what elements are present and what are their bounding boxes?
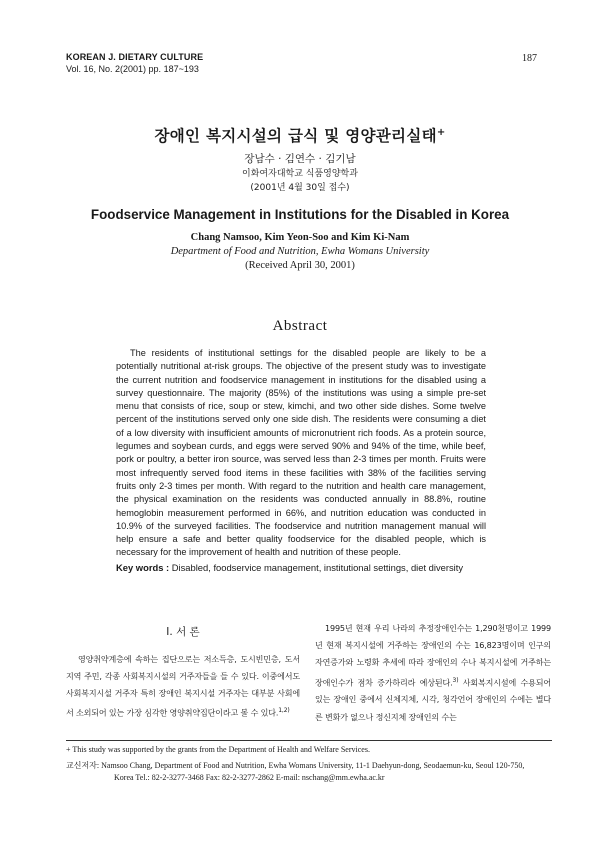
contact-footnote: Korea Tel.: 82-2-3277-3468 Fax: 82-2-3277-2862 E-mail: nschang@mm.ewha.ac.kr [114, 773, 385, 782]
page-number: 187 [522, 53, 537, 64]
citation-ref: 3) [452, 676, 459, 684]
korean-title [0, 124, 600, 146]
english-received-date: (Received April 30, 2001) [245, 260, 355, 271]
keywords-text: Disabled, foodservice management, institutional settings, diet diversity [171, 562, 464, 573]
introduction-left-column [66, 651, 300, 722]
corresponding-author-footnote: 교신저자: Namsoo Chang, Department of Food and Nutrition, Ewha Womans University, 11-1 Daehyun-dong, Seodaemun-ku, Seoul 120-750, [66, 761, 525, 770]
footnote-divider [66, 740, 552, 741]
keywords-line [116, 561, 486, 574]
introduction-paragraph-right-2: 사회복지시설에 수용되어 있는 장애인 중에서 신체지체, 시각, 청각언어 장애인의 수에는 별다른 변화가 없으나 정신지체 장애인의 수는 [315, 678, 552, 722]
journal-name: KOREAN J. DIETARY CULTURE [66, 52, 204, 62]
citation-ref: 1,2) [278, 707, 290, 715]
korean-affiliation: 이화여자대학교 식품영양학과 [242, 169, 358, 179]
korean-authors: 장남수 · 김연수 · 김기남 [244, 153, 356, 165]
introduction-right-column [315, 620, 551, 726]
english-title: Foodservice Management in Institutions for the Disabled in Korea [90, 207, 510, 222]
abstract-heading: Abstract [272, 318, 328, 334]
english-affiliation: Department of Food and Nutrition, Ewha Womans University [170, 246, 430, 257]
korean-received-date: (2001년 4월 30일 접수) [250, 183, 350, 193]
english-authors: Chang Namsoo, Kim Yeon-Soo and Kim Ki-Nam [190, 232, 410, 243]
section-heading-introduction: I. 서 론 [166, 626, 200, 638]
korean-title-text: 장애인 복지시설의 급식 및 영양관리실태 [154, 127, 437, 145]
title-footnote-mark: + [436, 126, 446, 138]
introduction-paragraph-right-1: 1995년 현재 우리 나라의 추정장애인수는 1,290천명이고 1999년 현재 복지시설에 거주하는 장애인의 수는 16,823명이며 인구의 자연증가와 노령화 추세에 따라 장애인의 수나 복지시설에 거주하는 장애인수가 점차 증가하리라 예상된다. [315, 624, 551, 688]
funding-footnote: + This study was supported by the grants from the Department of Health and Welfare Services. [66, 745, 370, 754]
introduction-paragraph: 영양취약계층에 속하는 집단으로는 저소득층, 도시빈민층, 도서지역 주민, 각종 사회복지시설의 거주자들을 들 수 있다. 이중에서도 사회복지시설 거주자 특히 장애인 복지시설 거주자는 대부분 사회에서 소외되어 있는 가장 심각한 영양취약집단이라고 볼 수 있다. [66, 655, 300, 718]
volume-info: Vol. 16, No. 2(2001) pp. 187~193 [66, 64, 199, 74]
abstract-body: The residents of institutional settings for the disabled people are likely to be a potentially nutritional at-risk groups. The objective of the present study was to investigate the current nutrition and foodservice management in institutions for the disabled using a survey questionnaire. The majority (85%) of the institutions was using a simple pre-set menu that consists of rice, soup or stew, kimchi, and two other side dishes. Some twelve percent of the institutions served only one side dish. The residents were consuming a diet of a low diversity with insufficient amounts of micronutrient rich foods. As a protein source, legumes and soybean curds, and eggs were served 90% and 94% of the time, while beef, pork or poultry, a better iron source, was served less than 2-3 times per month. Fruits were most infrequently served food items in these facilities with 38% of the facilities serving fruits only 2-3 times per month. With regard to the nutrition and health care management, the physical examination on the residents was conducted annually in 88.8%, routine hemoglobin measurement performed in 66%, and nutrition education was conducted in 10.9% of the surveyed facilities. The foodservice and nutrition management manual will help ensure a safe and better quality foodservice for the disabled people, which is necessary for the improvement of health and nutrition of these people. [116, 348, 486, 558]
keywords-label: Key words : [116, 562, 170, 573]
